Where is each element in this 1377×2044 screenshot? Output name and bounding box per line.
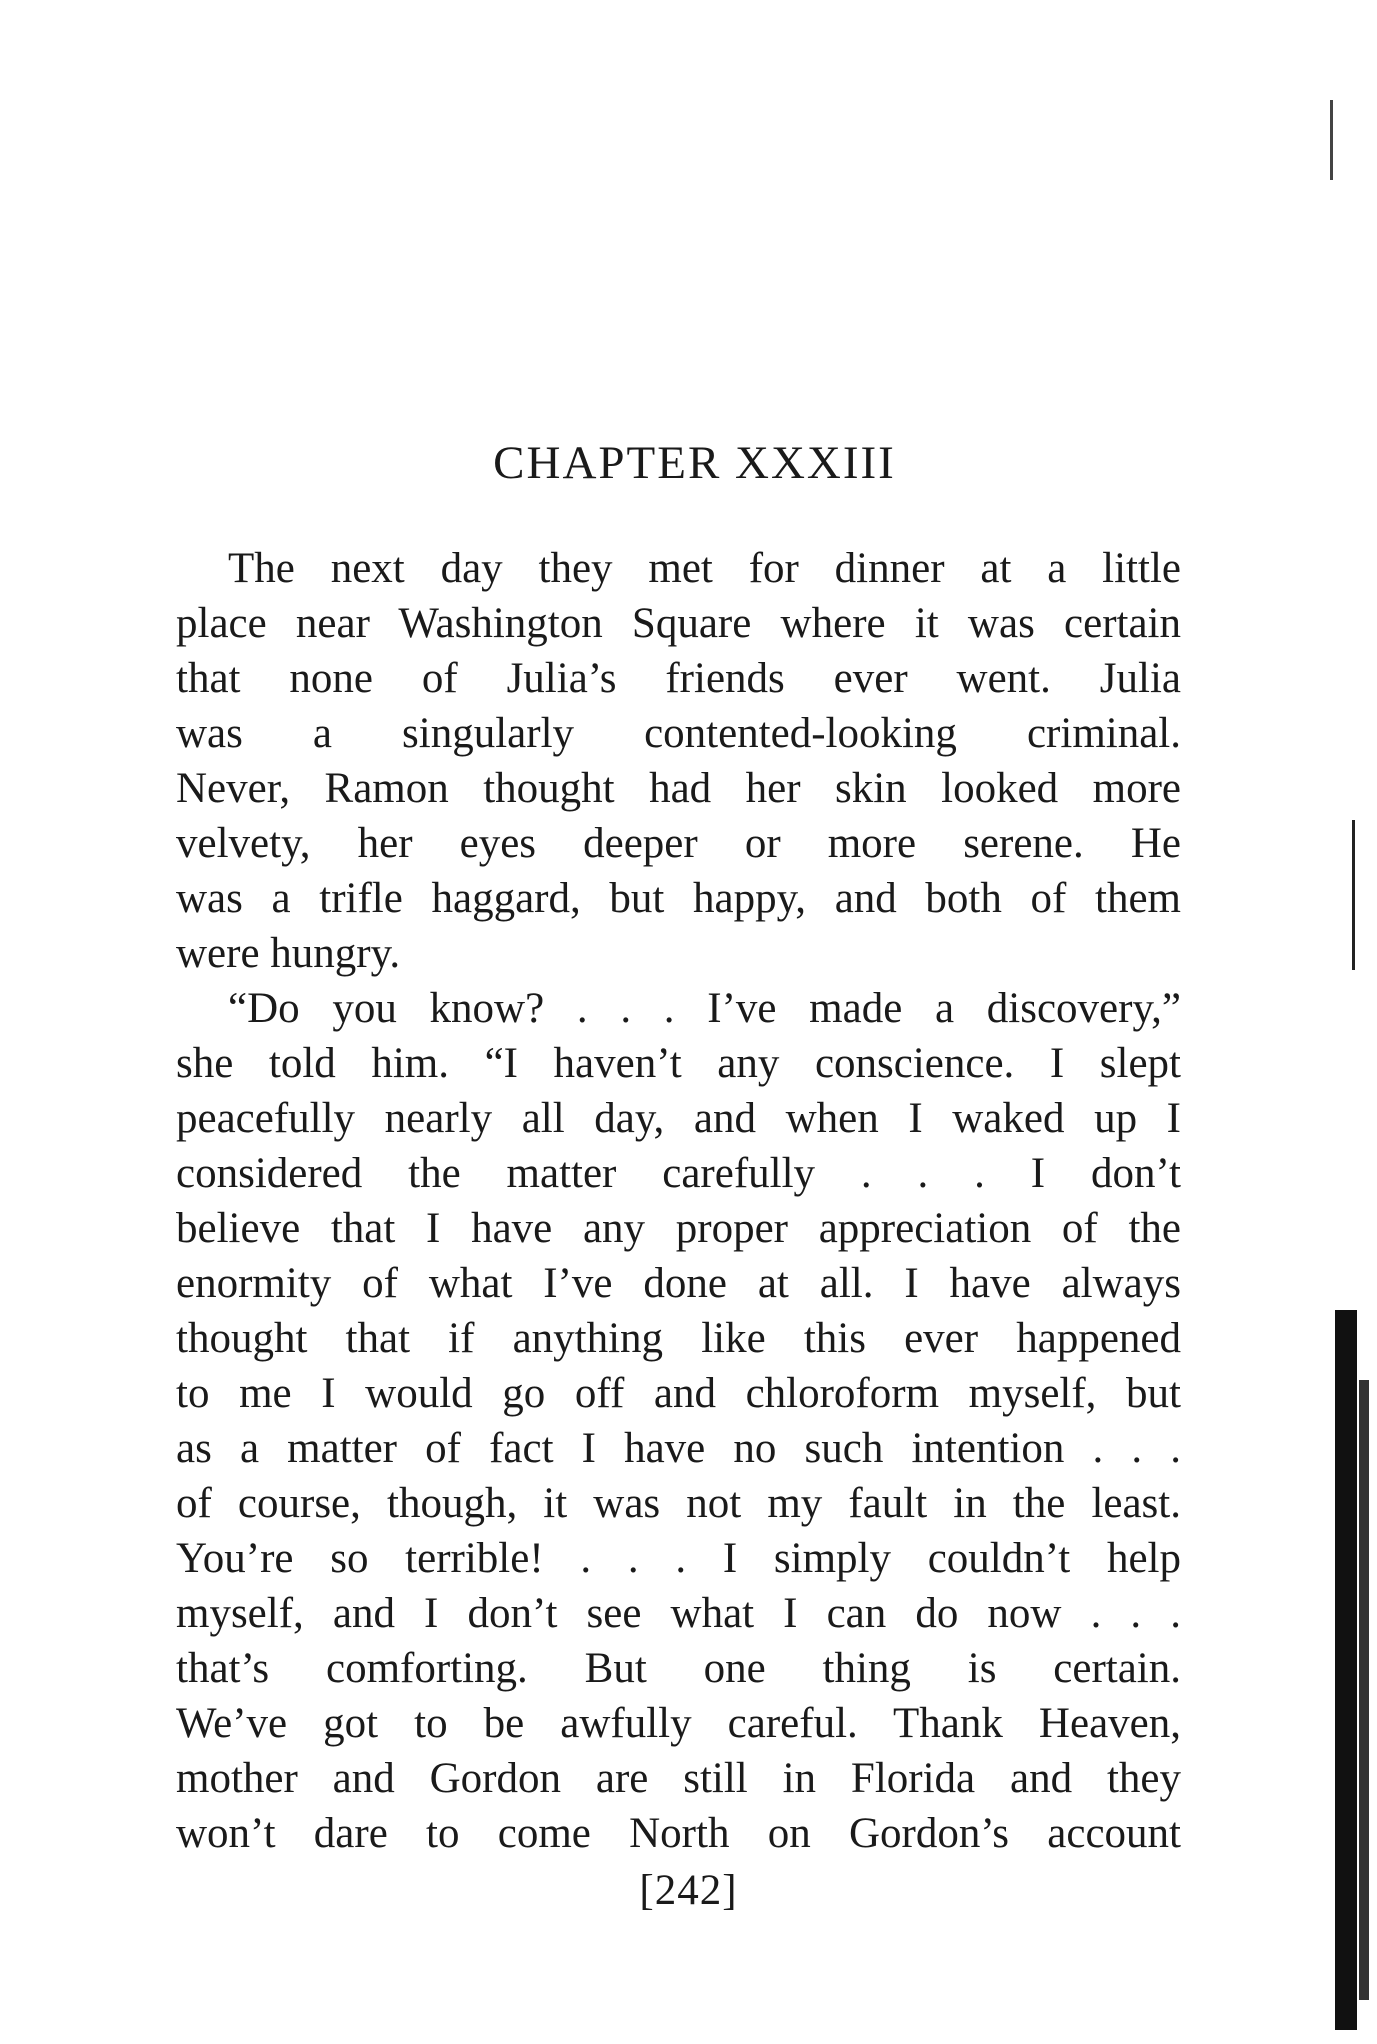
- text-line: You’re so terrible! . . . I simply couldn’t help: [176, 1535, 1181, 1582]
- text-line: won’t dare to come North on Gordon’s account: [176, 1810, 1181, 1857]
- text-line: myself, and I don’t see what I can do now . . .: [176, 1590, 1181, 1637]
- text-line: as a matter of fact I have no such intention . . .: [176, 1425, 1181, 1472]
- text-line: The next day they met for dinner at a little: [228, 545, 1181, 592]
- text-line: that none of Julia’s friends ever went. Julia: [176, 655, 1181, 702]
- body-text: [176, 541, 1181, 1861]
- text-line: “Do you know? . . . I’ve made a discovery,”: [228, 985, 1181, 1032]
- text-line: was a trifle haggard, but happy, and both of them: [176, 875, 1181, 922]
- binding-shadow-strip: [1335, 1310, 1357, 2030]
- text-line: place near Washington Square where it was certain: [176, 600, 1181, 647]
- text-line: were hungry.: [176, 930, 401, 977]
- binding-shadow-strip: [1352, 820, 1355, 970]
- chapter-heading: CHAPTER XXXIII: [493, 437, 896, 489]
- text-line: enormity of what I’ve done at all. I have always: [176, 1260, 1181, 1307]
- text-line: believe that I have any proper appreciation of the: [176, 1205, 1181, 1252]
- binding-shadow-strip: [1330, 100, 1333, 180]
- text-line: We’ve got to be awfully careful. Thank Heaven,: [176, 1700, 1181, 1747]
- text-line: peacefully nearly all day, and when I waked up I: [176, 1095, 1181, 1142]
- binding-shadow: [1297, 0, 1377, 2044]
- text-line: velvety, her eyes deeper or more serene. He: [176, 820, 1181, 867]
- binding-shadow-strip: [1359, 1380, 1369, 2000]
- text-line: Never, Ramon thought had her skin looked more: [176, 765, 1181, 812]
- text-line: mother and Gordon are still in Florida and they: [176, 1755, 1181, 1802]
- text-line: that’s comforting. But one thing is certain.: [176, 1645, 1181, 1692]
- text-line: to me I would go off and chloroform myself, but: [176, 1370, 1181, 1417]
- text-line: she told him. “I haven’t any conscience. I slept: [176, 1040, 1181, 1087]
- page-number: [242]: [639, 1867, 738, 1914]
- text-line: thought that if anything like this ever happened: [176, 1315, 1181, 1362]
- text-line: considered the matter carefully . . . I don’t: [176, 1150, 1181, 1197]
- text-line: was a singularly contented-looking criminal.: [176, 710, 1181, 757]
- text-line: of course, though, it was not my fault in the least.: [176, 1480, 1181, 1527]
